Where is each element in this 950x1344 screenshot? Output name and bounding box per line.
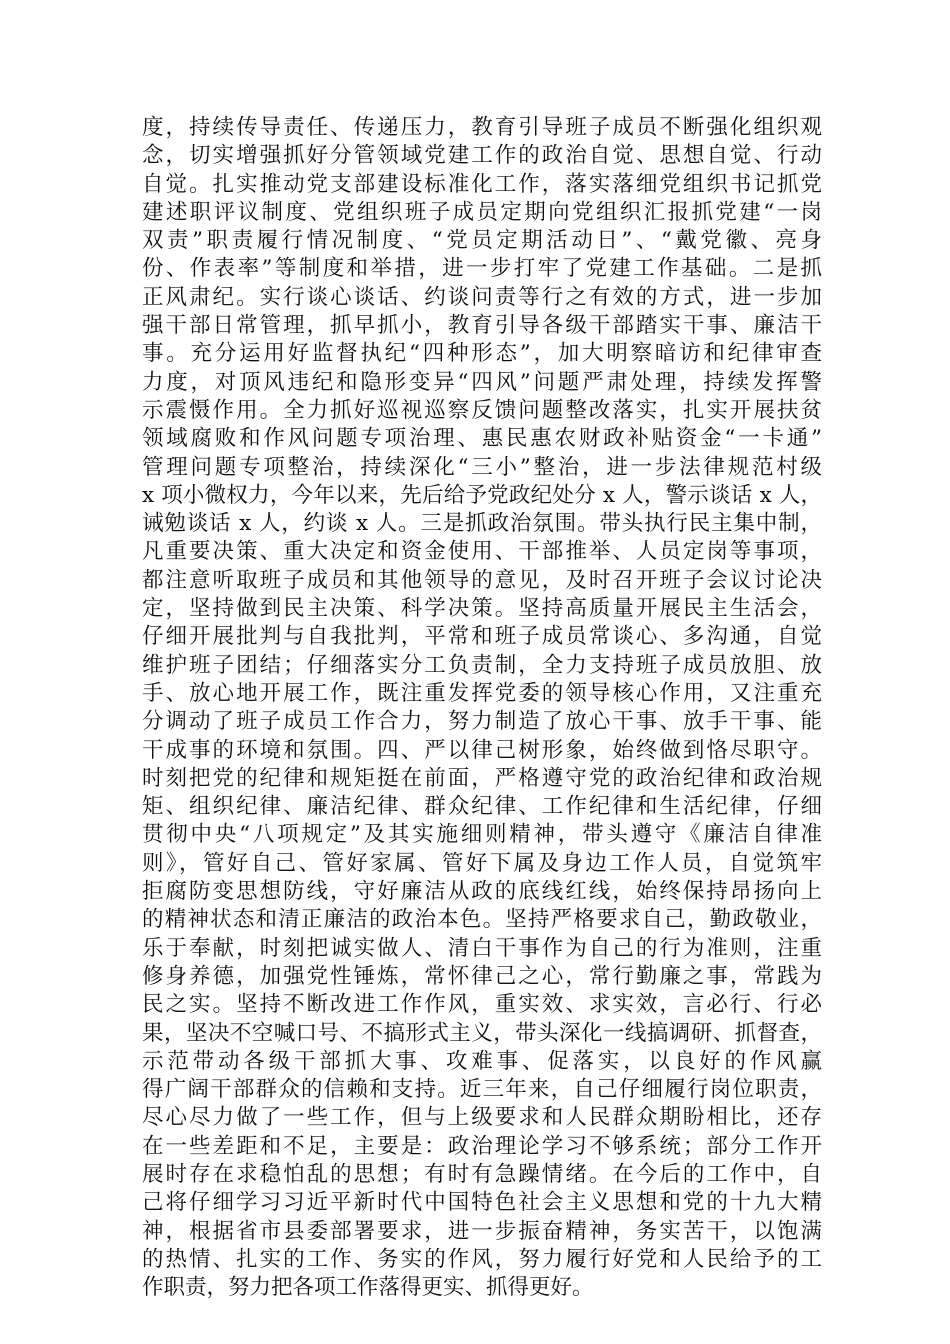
- text-line: 都注意听取班子成员和其他领导的意见，及时召开班子会议讨论决: [142, 567, 822, 593]
- text-line: 干成事的环境和氛围。四、严以律己树形象，始终做到恪尽职守。: [142, 737, 822, 763]
- text-line: 己将仔细学习习近平新时代中国特色社会主义思想和党的十九大精: [142, 1190, 822, 1216]
- text-line: 果，坚决不空喊口号、不搞形式主义，带头深化一线搞调研、抓督查，: [142, 1020, 822, 1046]
- text-line: 维护班子团结；仔细落实分工负责制，全力支持班子成员放胆、放: [142, 652, 822, 678]
- text-line: 矩、组织纪律、廉洁纪律、群众纪律、工作纪律和生活纪律，仔细: [142, 794, 822, 820]
- text-line: 则》，管好自己、管好家属、管好下属及身边工作人员，自觉筑牢: [142, 850, 822, 876]
- text-line: 作职责，努力把各项工作落得更实、抓得更好。: [142, 1275, 594, 1301]
- text-line: 管理问题专项整治，持续深化“三小”整治，进一步法律规范村级: [142, 454, 822, 480]
- text-line: 修身养德，加强党性锤炼，常怀律己之心，常行勤廉之事，常践为: [142, 963, 822, 989]
- text-line: 得广阔干部群众的信赖和支持。近三年来，自己仔细履行岗位职责，: [142, 1077, 822, 1103]
- text-line: 乐于奉献，时刻把诚实做人、清白干事作为自己的行为准则，注重: [142, 935, 822, 961]
- text-line: 仔细开展批判与自我批判，平常和班子成员常谈心、多沟通，自觉: [142, 624, 822, 650]
- text-line: 贯彻中央“八项规定”及其实施细则精神，带头遵守《廉洁自律准: [142, 822, 822, 848]
- text-line: 凡重要决策、重大决定和资金使用、干部推举、人员定岗等事项，: [142, 539, 822, 565]
- text-line: x 项小微权力，今年以来，先后给予党政纪处分 x 人，警示谈话 x 人，: [142, 482, 822, 508]
- text-line: 双责”职责履行情况制度、“党员定期活动日”、“戴党徽、亮身: [142, 228, 822, 254]
- text-line: 事。充分运用好监督执纪“四种形态”，加大明察暗访和纪律审查: [142, 341, 822, 367]
- text-line: 时刻把党的纪律和规矩挺在前面，严格遵守党的政治纪律和政治规: [142, 765, 822, 791]
- text-line: 展时存在求稳怕乱的思想；有时有急躁情绪。在今后的工作中，自: [142, 1161, 822, 1187]
- text-line: 尽心尽力做了一些工作，但与上级要求和人民群众期盼相比，还存: [142, 1105, 822, 1131]
- text-line: 领域腐败和作风问题专项治理、惠民惠农财政补贴资金“一卡通”: [142, 426, 822, 452]
- text-line: 份、作表率”等制度和举措，进一步打牢了党建工作基础。二是抓: [142, 256, 822, 282]
- text-line: 念，切实增强抓好分管领域党建工作的政治自觉、思想自觉、行动: [142, 143, 822, 169]
- text-line: 的热情、扎实的工作、务实的作风，努力履行好党和人民给予的工: [142, 1246, 822, 1272]
- text-line: 力度，对顶风违纪和隐形变异“四风”问题严肃处理，持续发挥警: [142, 369, 822, 395]
- text-line: 民之实。坚持不断改进工作作风，重实效、求实效，言必行、行必: [142, 992, 822, 1018]
- text-line: 强干部日常管理，抓早抓小，教育引导各级干部踏实干事、廉洁干: [142, 313, 822, 339]
- text-line: 手、放心地开展工作，既注重发挥党委的领导核心作用，又注重充: [142, 680, 822, 706]
- text-line: 正风肃纪。实行谈心谈话、约谈问责等行之有效的方式，进一步加: [142, 284, 822, 310]
- text-line: 在一些差距和不足，主要是：政治理论学习不够系统；部分工作开: [142, 1133, 822, 1159]
- text-line: 分调动了班子成员工作合力，努力制造了放心干事、放手干事、能: [142, 709, 822, 735]
- text-line: 度，持续传导责任、传递压力，教育引导班子成员不断强化组织观: [142, 115, 822, 140]
- text-line: 示范带动各级干部抓大事、攻难事、促落实，以良好的作风赢: [142, 1048, 822, 1074]
- text-line: 拒腐防变思想防线，守好廉洁从政的底线红线，始终保持昂扬向上: [142, 879, 822, 905]
- text-line: 示震慑作用。全力抓好巡视巡察反馈问题整改落实，扎实开展扶贫: [142, 397, 822, 423]
- document-body-text: [142, 114, 822, 1302]
- text-line: 建述职评议制度、党组织班子成员定期向党组织汇报抓党建“一岗: [142, 199, 822, 225]
- text-line: 定，坚持做到民主决策、科学决策。坚持高质量开展民主生活会，: [142, 596, 822, 622]
- text-line: 神，根据省市县委部署要求，进一步振奋精神，务实苦干，以饱满: [142, 1218, 822, 1244]
- text-line: 自觉。扎实推动党支部建设标准化工作，落实落细党组织书记抓党: [142, 171, 822, 197]
- text-line: 诫勉谈话 x 人，约谈 x 人。三是抓政治氛围。带头执行民主集中制，: [142, 511, 822, 537]
- text-line: 的精神状态和清正廉洁的政治本色。坚持严格要求自己，勤政敬业，: [142, 907, 822, 933]
